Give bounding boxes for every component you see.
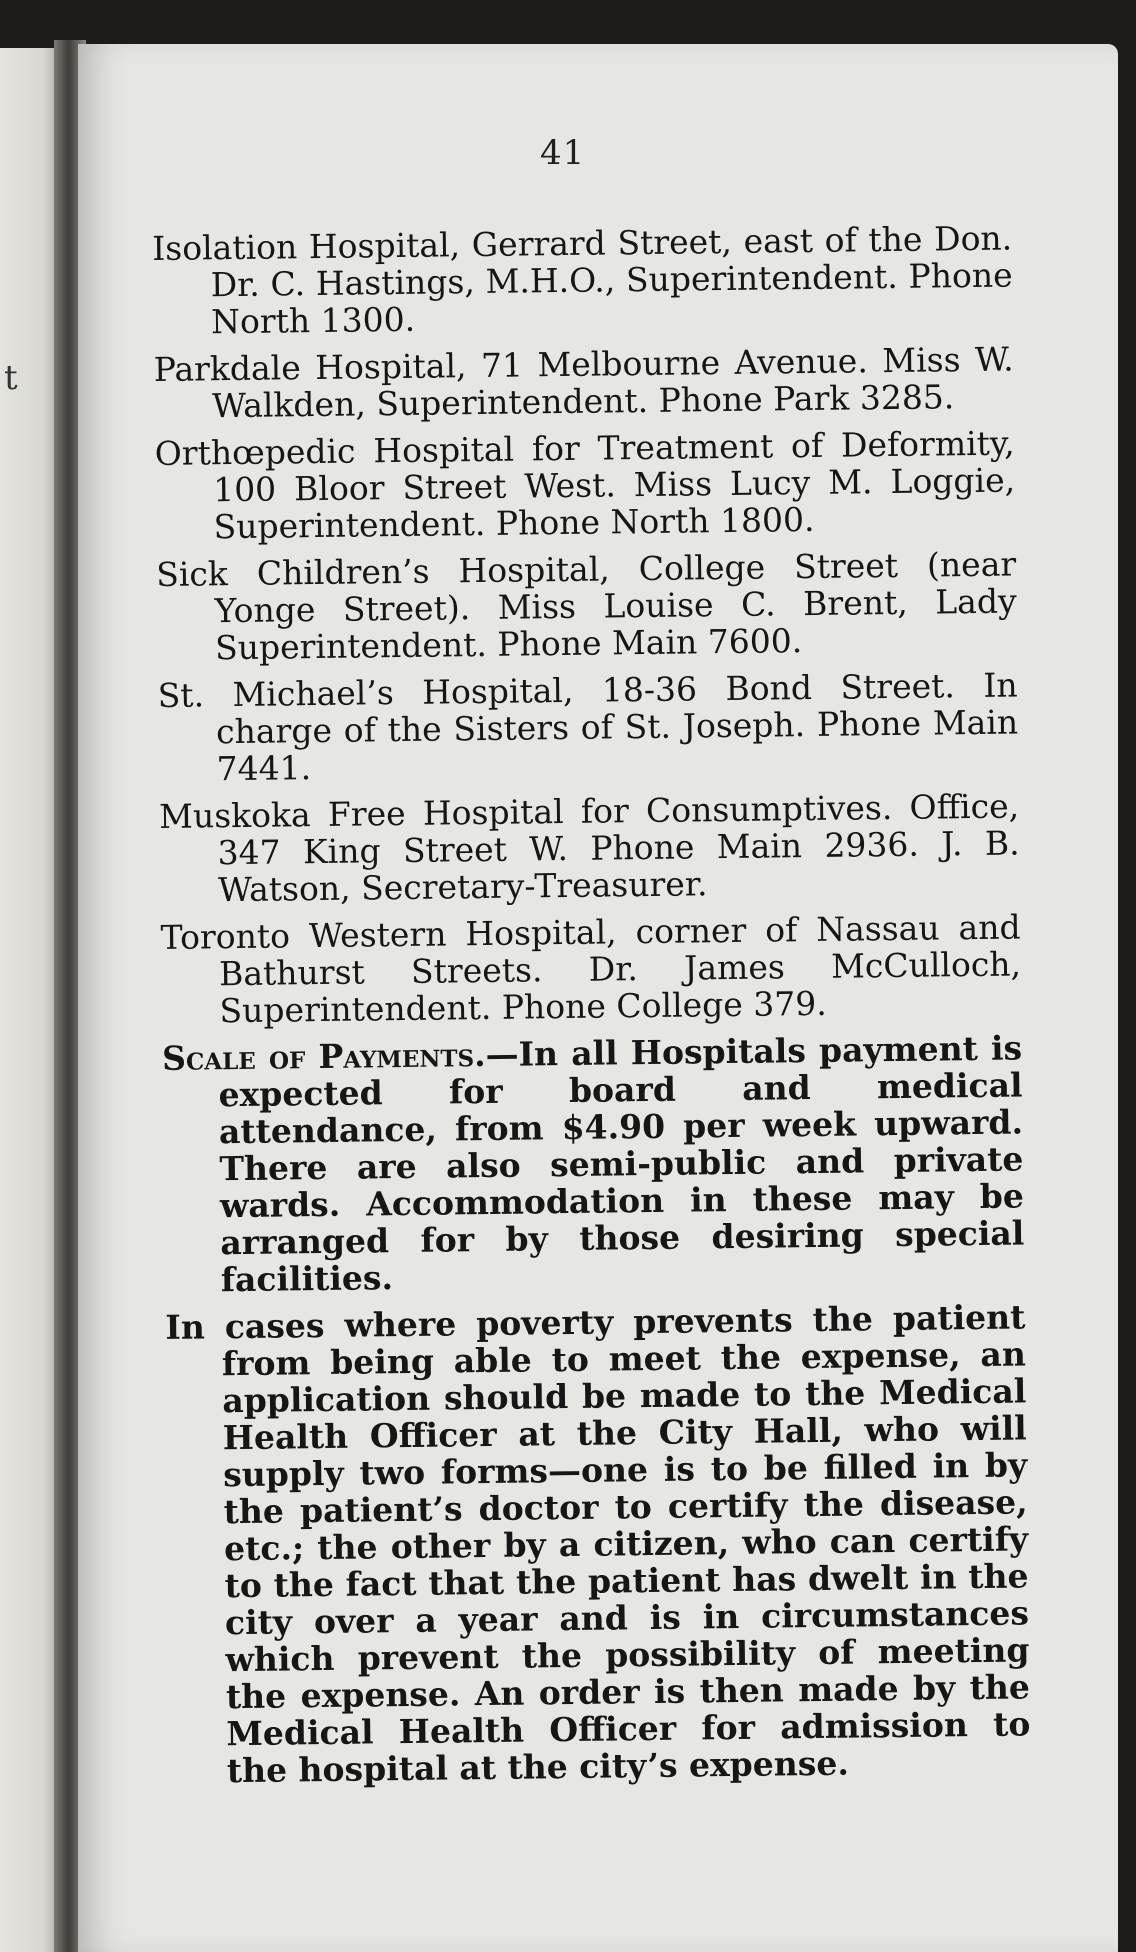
entry-orthopedic-hospital: Orthœpedic Hospital for Treatment of Deformity, 100 Bloor Street West. Miss Lucy M. Loggie, Superintendent. Phone North 1800. [154,423,1016,547]
entry-parkdale-hospital: Parkdale Hospital, 71 Melbourne Avenue. Miss W. Walkden, Superintendent. Phone Park 3285. [153,339,1014,426]
page-number: 41 [540,133,586,173]
left-page-stray-char: t [4,358,18,398]
entry-toronto-western-hospital: Toronto Western Hospital, corner of Nassau and Bathurst Streets. Dr. James McCulloch, Superintendent. Phone College 379. [160,907,1022,1031]
scale-of-payments-heading: Scale of Payments. [161,1034,486,1078]
entry-isolation-hospital: Isolation Hospital, Gerrard Street, east of the Don. Dr. C. Hastings, M.H.O., Superintendent. Phone North 1300. [151,218,1013,342]
entry-muskoka-free-hospital: Muskoka Free Hospital for Consumptives. Office, 347 King Street W. Phone Main 2936. J. B. Watson, Secretary-Treasurer. [158,786,1020,910]
scale-of-payments-text: —In all Hospitals payment is expected for board and medical attendance, from $4.90 per week upward. There are also semi-public and private wards. Accommodation in these may be arranged for by those desiring special facilities. [218,1028,1025,1300]
hospital-listing [152,219,1031,1799]
entry-sick-childrens-hospital: Sick Children’s Hospital, College Street (near Yonge Street). Miss Louise C. Brent, Lady Superintendent. Phone Main 7600. [155,544,1017,668]
left-page-edge [0,48,62,1952]
poverty-paragraph: In cases where poverty prevents the patient from being able to meet the expense, an application should be made to the Medical Health Officer at the City Hall, who will supply two forms—one is to be filled in by the patient’s doctor to certify the disease, etc.; the other by a citizen, who can certify to the fact that the patient has dwelt in the city over a year and is in circumstances which prevent the possibility of meeting the expense. An order is then made by the Medical Health Officer for admission to the hospital at the city’s expense. [165,1297,1031,1791]
entry-st-michaels-hospital: St. Michael’s Hospital, 18-36 Bond Street. In charge of the Sisters of St. Joseph. Phone Main 7441. [157,665,1019,789]
scale-of-payments-paragraph [162,1029,1025,1298]
